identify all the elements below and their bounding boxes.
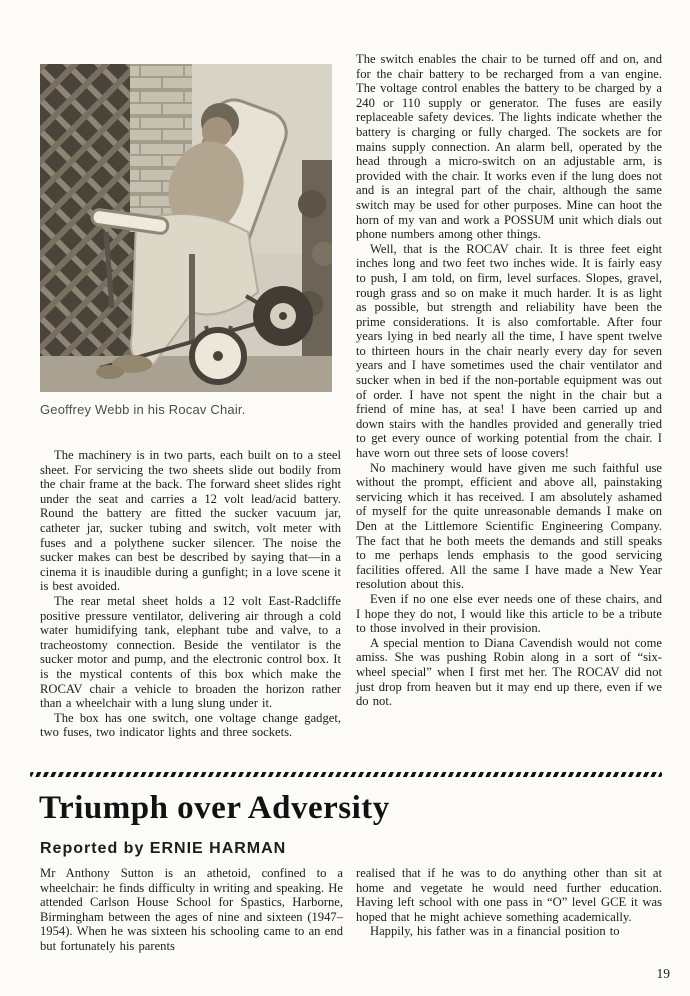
article2-left-column (40, 866, 343, 954)
paragraph: The rear metal sheet holds a 12 volt East-Radcliffe positive pressure ventilator, delivering air through a cold water humidifying tank, elephant tube and valve, to a tracheostomy connection. Beside the ventilator is the sucker motor and pump, and the electronic control box. It is the mystical contents of this box which make the ROCAV chair a vehicle to broaden the horizon rather than a wheelchair with a lung slung under it. (40, 593, 341, 711)
article1-right-column (356, 52, 662, 709)
paragraph: Happily, his father was in a financial position to (370, 924, 620, 939)
rocav-photo-figure (40, 64, 332, 392)
paragraph: Even if no one else ever needs one of these chairs, and I hope they do not, I would like this article to be a tribute to those involved in their provision. (356, 591, 662, 636)
paragraph: No machinery would have given me such faithful use without the prompt, efficient and above all, painstaking servicing which it has received. I am absolutely ashamed of myself for the quite unreasonable demands I make on Den at the Littlemore Scientific Engineering Company. The fact that he both meets the demands and still speaks to me perhaps lends emphasis to the good servicing facilities offered. All the same I have made a New Year resolution about this. (356, 460, 662, 592)
article1-left-column (40, 448, 341, 740)
paragraph: A special mention to Diana Cavendish would not come amiss. She was pushing Robin along in a sort of “six-wheel special” when I first met her. The ROCAV did not just drop from heaven but it may end up there, even if we do not. (356, 635, 662, 709)
article2-title: Triumph over Adversity (39, 790, 390, 826)
paragraph: Well, that is the ROCAV chair. It is three feet eight inches long and two feet two inches wide. It is fairly easy to push, I am told, on firm, level surfaces. Slopes, gravel, rough grass and so on make it much harder. It is as light as possible, but strength and reliability have been the prime considerations. It is also comfortable. After four years lying in bed nearly all the time, I have spent twelve to thirteen hours in the chair nearly every day for seven years and I have sometimes used the chair ventilator and sucker when in bed if the non-portable equipment was out of order. I have not spent the night in the chair but a friend of mine has, at sea! I have been carried up and down stairs with the handles provided and generally tried to get every ounce of working potential from the chair. I have worn out three sets of loose covers! (356, 241, 662, 461)
paragraph: The machinery is in two parts, each built on to a steel sheet. For servicing the two sheets slide out bodily from the chair frame at the back. The forward sheet slides right under the seat and carries a 12 volt lead/acid battery. Round the battery are fitted the sucker vacuum jar, catheter jar, sucker tubing and switch, volt meter with fuses and a polythene sucker silencer. The noise the sucker makes can best be described by saying that—in a cinema it is inaudible during a gunfight; in a love scene it is best avoided. (40, 448, 341, 594)
article2-byline: Reported by ERNIE HARMAN (40, 840, 287, 857)
section-divider (30, 772, 662, 777)
paragraph: The switch enables the chair to be turned off and on, and for the chair battery to be recharged from a van engine. The voltage control enables the battery to be charged by a 240 or 110 supply or generator. The fuses are easily replaceable safety devices. The lights indicate whether the battery is charging or fully charged. The sockets are for mains supply connection. An alarm bell, operated by the head through a micro-switch on an adjustable arm, is provided with the chair. It works even if the lung does not and is an integral part of the chair, although the same switch may be used for other purposes. Mine can hoot the horn of my van and work a POSSUM unit which dials out phone numbers among other things. (356, 52, 662, 242)
paragraph: Mr Anthony Sutton is an athetoid, confined to a wheelchair: he finds difficulty in writing and speaking. He attended Carlson House School for Spastics, Harborne, Birmingham between the ages of nine and sixteen (1947–1954). When he was sixteen his schooling came to an end but fortunately his parents (40, 866, 343, 953)
paragraph: realised that if he was to do anything other than sit at home and vegetate he would need further education. Having left school with one pass in “O” level GCE it was hoped that he might achieve something academically. (356, 866, 662, 924)
article2-right-column (356, 866, 662, 939)
photo-caption: Geoffrey Webb in his Rocav Chair. (40, 402, 246, 417)
page-number: 19 (656, 966, 670, 981)
paragraph: The box has one switch, one voltage change gadget, two fuses, two indicator lights and three sockets. (40, 710, 341, 740)
wheelchair-photo-image (40, 64, 332, 392)
